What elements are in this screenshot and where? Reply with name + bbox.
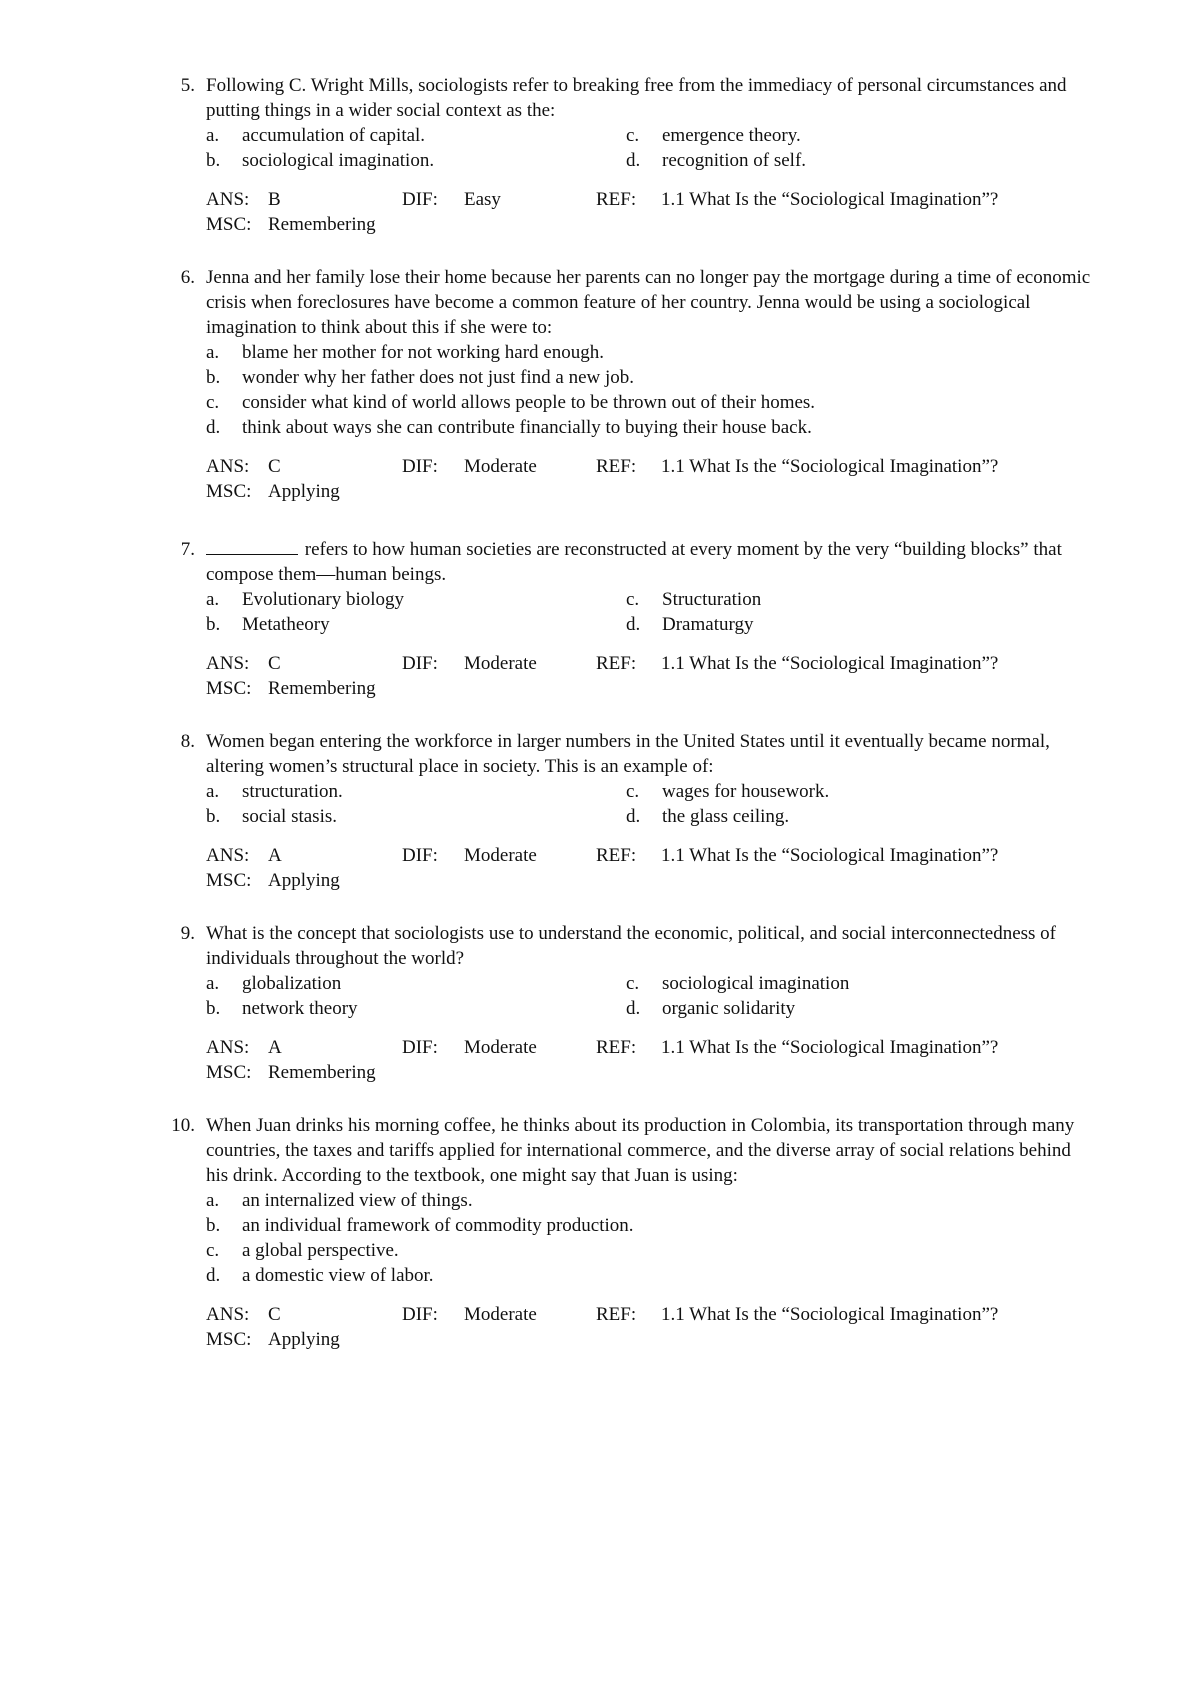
- msc-value: Remembering: [268, 1062, 376, 1083]
- ans-value: C: [268, 653, 281, 674]
- question-stem: Jenna and her family lose their home because her parents can no longer pay the mortgage during a time of economic crisis when foreclosures have become a common feature of her country. Jenna would be using a sociological imagination to think about this if she were to:: [206, 267, 1091, 338]
- ans-label: ANS:: [206, 456, 250, 477]
- dif-value: Easy: [464, 189, 501, 210]
- ans-label: ANS:: [206, 189, 250, 210]
- question-stem: refers to how human societies are reconstructed at every moment by the very “building blocks” that compose them—human beings.: [206, 539, 1062, 585]
- question-number: 10.: [171, 1115, 195, 1136]
- msc-value: Remembering: [268, 214, 376, 235]
- msc-value: Applying: [268, 1329, 340, 1350]
- msc-label: MSC:: [206, 678, 252, 699]
- msc-value: Applying: [268, 870, 340, 891]
- ref-value: 1.1 What Is the “Sociological Imagination”?: [661, 653, 999, 674]
- dif-label: DIF:: [402, 189, 438, 210]
- dif-value: Moderate: [464, 456, 537, 477]
- ans-value: C: [268, 456, 281, 477]
- option-a: a. globalization: [206, 973, 342, 994]
- ans-value: B: [268, 189, 281, 210]
- option-c: c. emergence theory.: [626, 125, 801, 146]
- ref-value: 1.1 What Is the “Sociological Imagination”?: [661, 456, 999, 477]
- ans-value: A: [268, 845, 282, 866]
- msc-value: Remembering: [268, 678, 376, 699]
- dif-value: Moderate: [464, 1304, 537, 1325]
- question-number: 8.: [180, 731, 195, 752]
- option-c: c. wages for housework.: [626, 781, 830, 802]
- msc-value: Applying: [268, 481, 340, 502]
- question-number: 6.: [180, 267, 195, 288]
- msc-label: MSC:: [206, 214, 252, 235]
- option-d: d. the glass ceiling.: [626, 806, 790, 827]
- answer-metadata: [206, 187, 1096, 237]
- msc-label: MSC:: [206, 481, 252, 502]
- ans-value: A: [268, 1037, 282, 1058]
- dif-value: Moderate: [464, 845, 537, 866]
- dif-value: Moderate: [464, 653, 537, 674]
- ref-label: REF:: [596, 845, 637, 866]
- option-d: d. Dramaturgy: [626, 614, 754, 635]
- option-c: c. Structuration: [626, 589, 762, 610]
- dif-value: Moderate: [464, 1037, 537, 1058]
- option-b: b. wonder why her father does not just find a new job.: [206, 367, 635, 388]
- answer-options: [206, 340, 1096, 440]
- ref-value: 1.1 What Is the “Sociological Imagination”?: [661, 189, 999, 210]
- dif-label: DIF:: [402, 653, 438, 674]
- question-number: 9.: [180, 923, 195, 944]
- ans-label: ANS:: [206, 653, 250, 674]
- option-c: c. sociological imagination: [626, 973, 850, 994]
- option-d: d. think about ways she can contribute financially to buying their house back.: [206, 417, 812, 438]
- option-a: a. an internalized view of things.: [206, 1190, 473, 1211]
- option-a: a. blame her mother for not working hard enough.: [206, 342, 604, 363]
- answer-options: [206, 587, 1096, 637]
- question-stem: What is the concept that sociologists use to understand the economic, political, and social interconnectedness of individuals throughout the world?: [206, 923, 1057, 969]
- option-b: b. Metatheory: [206, 614, 330, 635]
- option-b: b. an individual framework of commodity production.: [206, 1215, 634, 1236]
- msc-label: MSC:: [206, 1329, 252, 1350]
- ref-label: REF:: [596, 1037, 637, 1058]
- option-a: a. structuration.: [206, 781, 343, 802]
- ref-value: 1.1 What Is the “Sociological Imagination”?: [661, 1037, 999, 1058]
- ref-value: 1.1 What Is the “Sociological Imagination”?: [661, 1304, 999, 1325]
- answer-options: [206, 779, 1096, 829]
- ref-label: REF:: [596, 1304, 637, 1325]
- option-a: a. Evolutionary biology: [206, 589, 405, 610]
- option-d: d. organic solidarity: [626, 998, 796, 1019]
- fill-in-blank: [206, 537, 298, 555]
- ans-value: C: [268, 1304, 281, 1325]
- option-b: b. network theory: [206, 998, 358, 1019]
- answer-metadata: [206, 843, 1096, 893]
- option-c: c. a global perspective.: [206, 1240, 399, 1261]
- msc-label: MSC:: [206, 1062, 252, 1083]
- ans-label: ANS:: [206, 1304, 250, 1325]
- option-d: d. a domestic view of labor.: [206, 1265, 434, 1286]
- dif-label: DIF:: [402, 1037, 438, 1058]
- option-d: d. recognition of self.: [626, 150, 807, 171]
- answer-metadata: [206, 1302, 1096, 1352]
- dif-label: DIF:: [402, 1304, 438, 1325]
- ref-label: REF:: [596, 653, 637, 674]
- answer-options: [206, 1188, 1096, 1288]
- msc-label: MSC:: [206, 870, 252, 891]
- option-a: a. accumulation of capital.: [206, 125, 426, 146]
- question-stem: Women began entering the workforce in larger numbers in the United States until it eventually became normal, altering women’s structural place in society. This is an example of:: [206, 731, 1050, 777]
- ref-label: REF:: [596, 456, 637, 477]
- question-number: 7.: [180, 539, 195, 560]
- ref-label: REF:: [596, 189, 637, 210]
- ans-label: ANS:: [206, 845, 250, 866]
- answer-metadata: [206, 1035, 1096, 1085]
- option-c: c. consider what kind of world allows people to be thrown out of their homes.: [206, 392, 816, 413]
- ref-value: 1.1 What Is the “Sociological Imagination”?: [661, 845, 999, 866]
- option-b: b. social stasis.: [206, 806, 337, 827]
- option-b: b. sociological imagination.: [206, 150, 435, 171]
- answer-metadata: [206, 651, 1096, 701]
- dif-label: DIF:: [402, 456, 438, 477]
- question-stem: When Juan drinks his morning coffee, he thinks about its production in Colombia, its transportation through many countries, the taxes and tariffs applied for international commerce, and the diverse array of social relations behind his drink. According to the textbook, one might say that Juan is using:: [206, 1115, 1075, 1186]
- ans-label: ANS:: [206, 1037, 250, 1058]
- question-number: 5.: [180, 75, 195, 96]
- dif-label: DIF:: [402, 845, 438, 866]
- question-stem: Following C. Wright Mills, sociologists refer to breaking free from the immediacy of personal circumstances and putting things in a wider social context as the:: [206, 75, 1067, 121]
- answer-options: [206, 123, 1096, 173]
- answer-metadata: [206, 454, 1096, 504]
- answer-options: [206, 971, 1096, 1021]
